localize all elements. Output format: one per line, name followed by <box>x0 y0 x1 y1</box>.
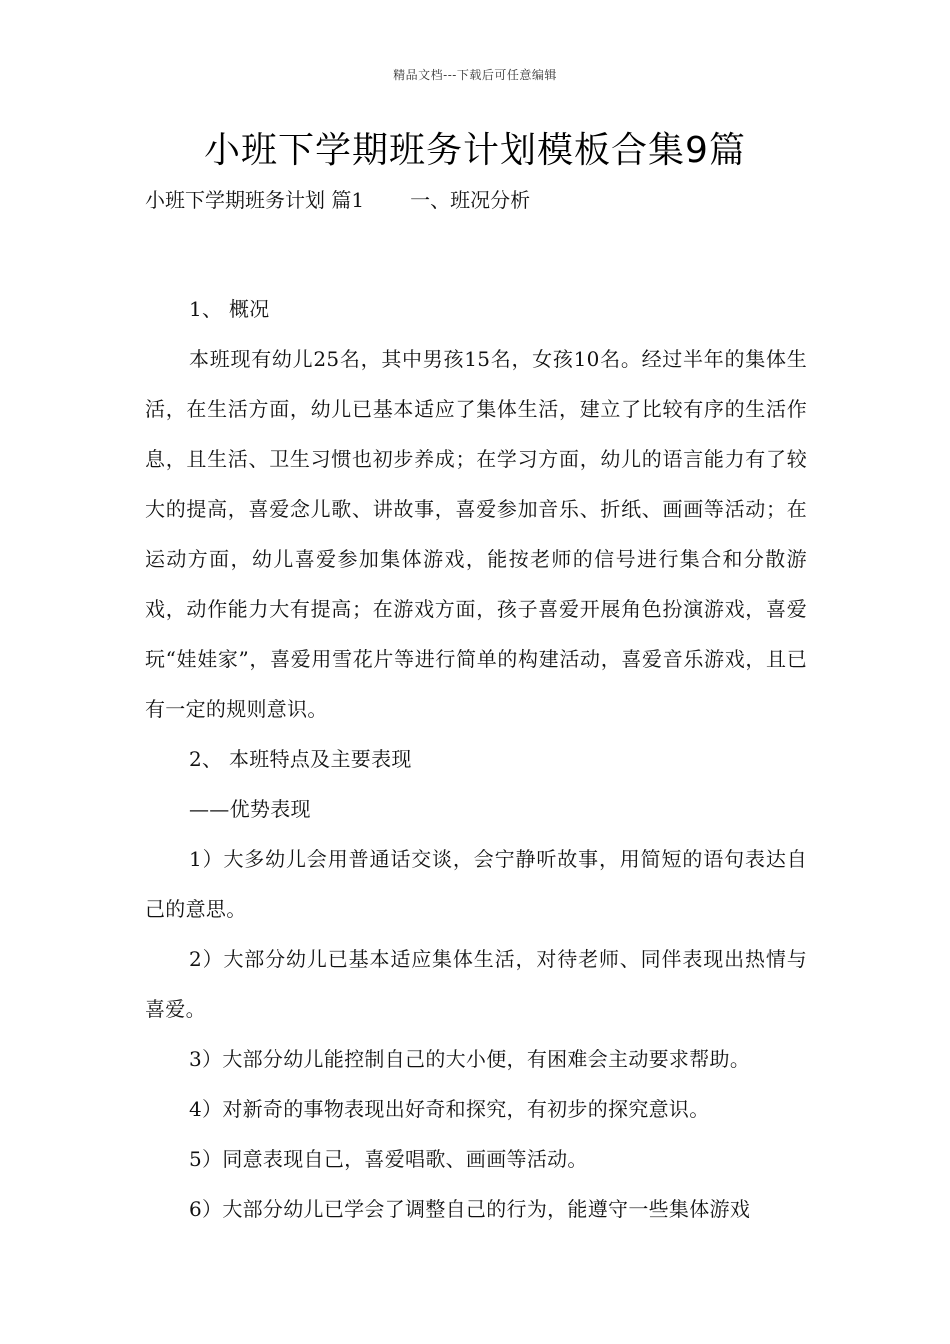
list-item: 4）对新奇的事物表现出好奇和探究，有初步的探究意识。 <box>189 1097 710 1121</box>
plan-heading: 小班下学期班务计划 篇1 <box>145 188 365 212</box>
heading-class-features: 2、 本班特点及主要表现 <box>189 747 412 771</box>
list-item: 6）大部分幼儿已学会了调整自己的行为，能遵守一些集体游戏 <box>189 1197 751 1221</box>
heading-strengths: ——优势表现 <box>189 797 311 821</box>
section-heading: 一、班况分析 <box>410 188 531 212</box>
list-item: 1）大多幼儿会用普通话交谈，会宁静听故事，用简短的语句表达自己的意思。 <box>145 847 807 921</box>
section-subheading <box>145 184 530 216</box>
heading-overview: 1、 概况 <box>189 297 270 321</box>
list-item: 3）大部分幼儿能控制自己的大小便，有困难会主动要求帮助。 <box>189 1047 751 1071</box>
header-note: 精品文档---下载后可任意编辑 <box>393 68 557 82</box>
document-title: 小班下学期班务计划模板合集9篇 <box>204 130 746 171</box>
list-item: 5）同意表现自己，喜爱唱歌、画画等活动。 <box>189 1147 588 1171</box>
list-item: 2）大部分幼儿已基本适应集体生活，对待老师、同伴表现出热情与喜爱。 <box>145 947 807 1021</box>
paragraph-overview: 本班现有幼儿25名，其中男孩15名，女孩10名。经过半年的集体生活，在生活方面，幼儿已基本适应了集体生活，建立了比较有序的生活作息，且生活、卫生习惯也初步养成；在学习方面，幼儿的语言能力有了较大的提高，喜爱念儿歌、讲故事，喜爱参加音乐、折纸、画画等活动；在运动方面，幼儿喜爱参加集体游戏，能按老师的信号进行集合和分散游戏，动作能力大有提高；在游戏方面，孩子喜爱开展角色扮演游戏，喜爱玩“娃娃家”，喜爱用雪花片等进行简单的构建活动，喜爱音乐游戏，且已有一定的规则意识。 <box>145 347 807 721</box>
document-body <box>145 284 807 1234</box>
